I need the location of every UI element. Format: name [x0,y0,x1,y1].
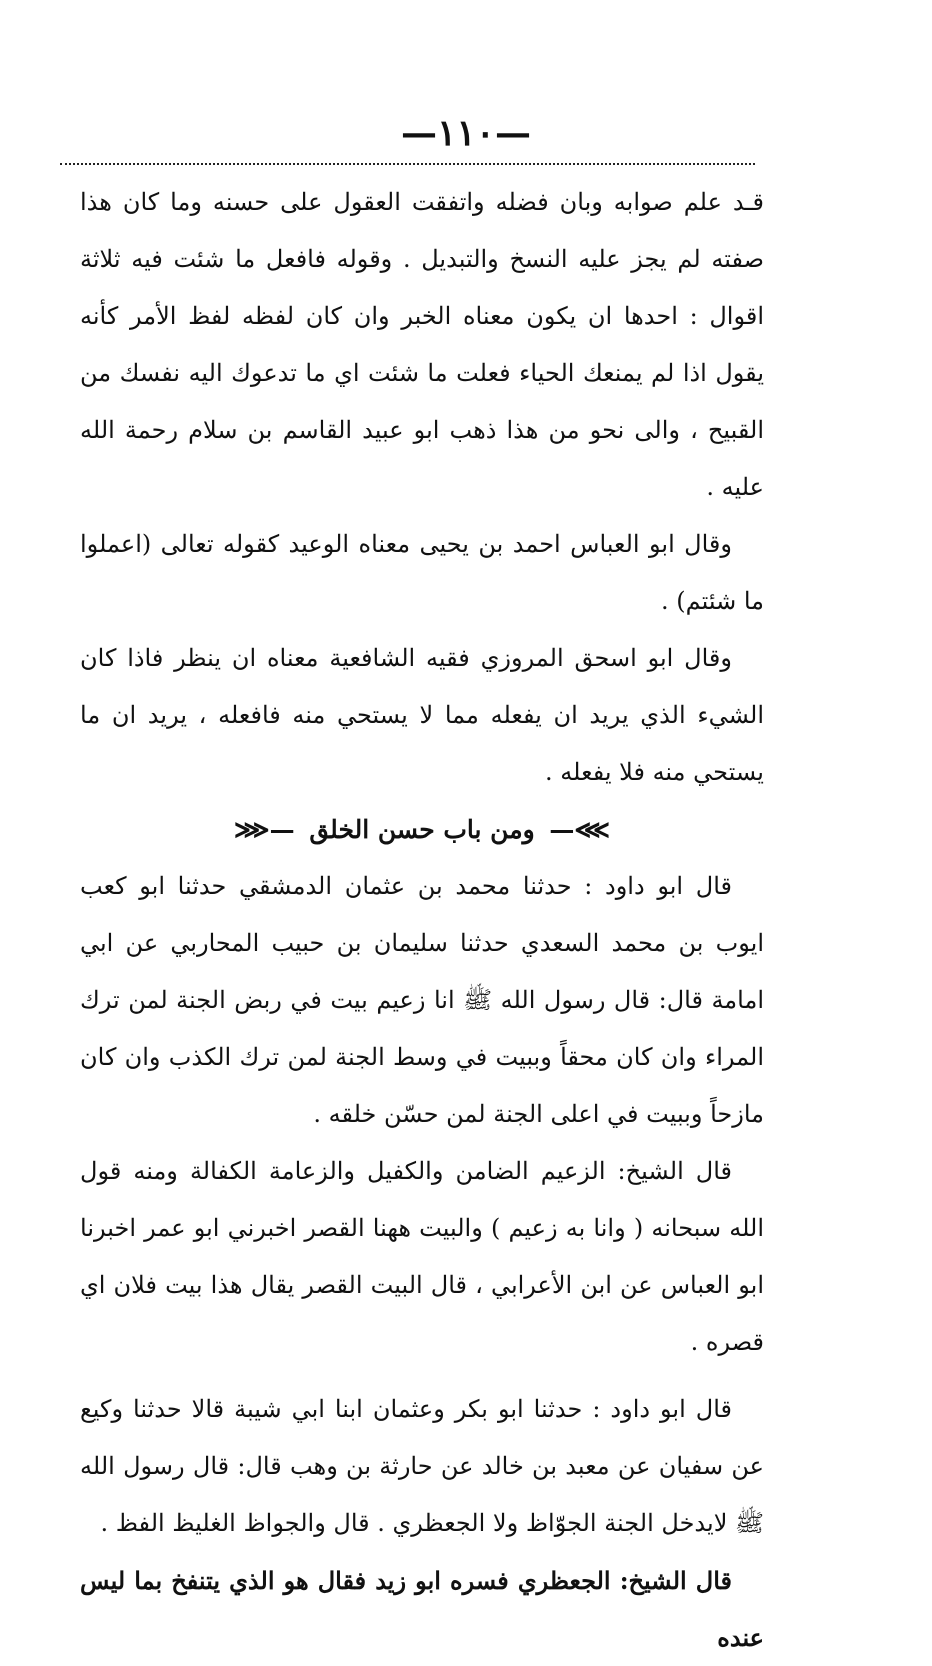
paragraph: قال الشيخ: الجعظري فسره ابو زيد فقال هو الذي يتنفخ بما ليس عنده [80,1566,764,1652]
paragraph: قال ابو داود : حدثنا ابو بكر وعثمان ابنا ابي شيبة قالا حدثنا وكيع عن سفيان عن معبد بن خالد عن حارثة بن وهب قال: قال رسول الله ﷺ لايدخل الجنة الجوّاظ ولا الجعظري . قال والجواظ الغليظ الفظ . [80,1395,765,1537]
header-divider [60,163,755,165]
page-number: —١١٠— [400,112,531,154]
paragraph: وقال ابو اسحق المروزي فقيه الشافعية معناه ان ينظر فاذا كان الشيء الذي يريد ان يفعله مما لا يستحي منه فافعله ، يريد ان ما يستحي منه فلا يفعله . [80,644,764,786]
paragraph: قال الشيخ: الزعيم الضامن والكفيل والزعامة الكفالة ومنه قول الله سبحانه ( وانا به زعيم ) والبيت ههنا القصر اخبرني ابو عمر اخبرنا ابو العباس عن ابن الأعرابي ، قال البيت القصر يقال هذا بيت فلان اي قصره . [80,1157,764,1356]
section-heading-title: ومن باب حسن الخلق [309,815,535,844]
paragraph: قال ابو داود : حدثنا محمد بن عثمان الدمشقي حدثنا ابو كعب ايوب بن محمد السعدي حدثنا سليمان بن حبيب المحاربي عن ابي امامة قال: قال رسول الله ﷺ انا زعيم بيت في ربض الجنة لمن ترك المراء وان كان محقاً وببيت في وسط الجنة لمن ترك الكذب وان كان مازحاً وببيت في اعلى الجنة لمن حسّن خلقه . [80,872,764,1128]
paragraph-gap [80,1371,764,1381]
paragraph: قـد علم صوابه وبان فضله واتفقت العقول على حسنه وما كان هذا صفته لم يجز عليه النسخ والتبديل . وقوله فافعل ما شئت فيه ثلاثة اقوال : احدها ان يكون معناه الخبر وان كان لفظه لفظ الأمر كأنه يقول اذا لم يمنعك الحياء فعلت ما شئت اي ما تدعوك اليه نفسك من القبيح ، والى نحو من هذا ذهب ابو عبيد القاسم بن سلام رحمة الله عليه . [80,188,764,501]
body-text [80,174,764,1666]
paragraph: وقال ابو العباس احمد بن يحيى معناه الوعيد كقوله تعالى (اعملوا ما شئتم) . [80,530,764,615]
heading-ornament-left: —⋘ [234,815,295,844]
heading-ornament-right: ⋙— [549,815,610,844]
section-heading [80,801,764,858]
